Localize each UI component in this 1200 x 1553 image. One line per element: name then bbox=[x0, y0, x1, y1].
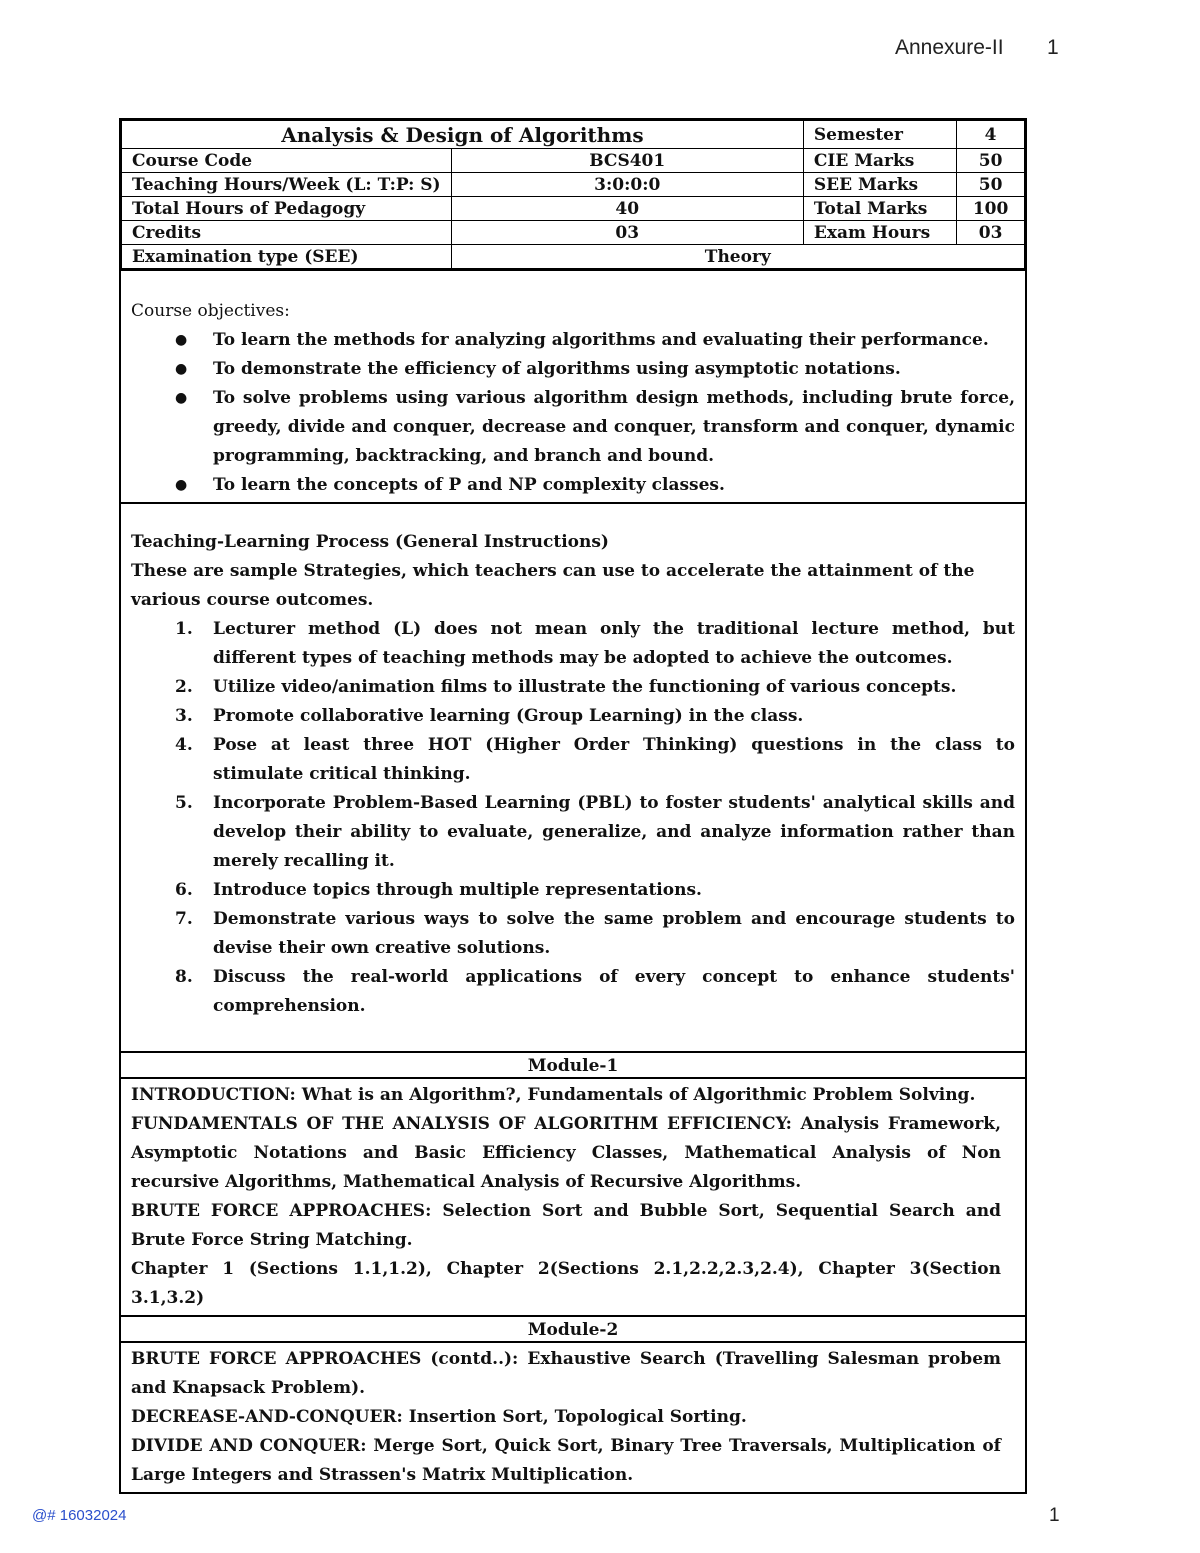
topic-heading: BRUTE FORCE APPROACHES: bbox=[131, 1201, 432, 1221]
list-item: ● To demonstrate the efficiency of algorithms using asymptotic notations. bbox=[175, 355, 1015, 384]
topic-heading: INTRODUCTION: bbox=[131, 1085, 296, 1105]
chapter-reference: Chapter 1 (Sections 1.1,1.2), Chapter 2(Sections 2.1,2.2,2.3,2.4), Chapter 3(Section 3.1,3.2) bbox=[131, 1259, 1001, 1308]
step-text: Demonstrate various ways to solve the same problem and encourage students to devise their own creative solutions. bbox=[213, 909, 1015, 958]
row-right-label: SEE Marks bbox=[803, 173, 956, 197]
objectives-list bbox=[175, 326, 1015, 500]
row-value: 40 bbox=[451, 197, 803, 221]
row-right-value: 100 bbox=[957, 197, 1025, 221]
teaching-learning-process bbox=[121, 502, 1025, 1051]
step-number: 6. bbox=[175, 880, 193, 900]
step-text: Pose at least three HOT (Higher Order Thinking) questions in the class to stimulate critical thinking. bbox=[213, 735, 1015, 784]
table-row bbox=[122, 149, 1025, 173]
step-number: 5. bbox=[175, 793, 193, 813]
row-value: BCS401 bbox=[451, 149, 803, 173]
list-item bbox=[175, 702, 1015, 731]
module-paragraph bbox=[131, 1081, 1001, 1110]
module-2-content bbox=[121, 1341, 1025, 1492]
topic-text: Exhaustive Search (Travelling Salesman probem and Knapsack Problem). bbox=[131, 1349, 1001, 1398]
table-row bbox=[122, 121, 1025, 149]
topic-text: What is an Algorithm?, Fundamentals of Algorithmic Problem Solving. bbox=[295, 1085, 976, 1105]
row-label: Credits bbox=[122, 221, 452, 245]
table-row bbox=[122, 221, 1025, 245]
row-label: Total Hours of Pedagogy bbox=[122, 197, 452, 221]
tlp-heading: Teaching-Learning Process (General Instructions) bbox=[131, 532, 609, 552]
list-item: ● To learn the methods for analyzing algorithms and evaluating their performance. bbox=[175, 326, 1015, 355]
step-text: Lecturer method (L) does not mean only the traditional lecture method, but different types of teaching methods may be adopted to achieve the outcomes. bbox=[213, 619, 1015, 668]
list-item bbox=[175, 731, 1015, 789]
module-paragraph bbox=[131, 1403, 1001, 1432]
list-item: ● To learn the concepts of P and NP complexity classes. bbox=[175, 471, 1015, 500]
row-value: 03 bbox=[451, 221, 803, 245]
table-row bbox=[122, 197, 1025, 221]
module-paragraph bbox=[131, 1345, 1001, 1403]
footer-page-number: 1 bbox=[1049, 1505, 1060, 1526]
step-text: Promote collaborative learning (Group Learning) in the class. bbox=[213, 706, 804, 726]
list-item bbox=[175, 789, 1015, 876]
module-paragraph bbox=[131, 1197, 1001, 1255]
table-row bbox=[122, 245, 1025, 269]
step-number: 4. bbox=[175, 735, 193, 755]
list-item: ● To solve problems using various algorithm design methods, including brute force, greedy, divide and conquer, decrease and conquer, transform and conquer, dynamic programming, backtracking, and branch and bound. bbox=[175, 384, 1015, 471]
page-header bbox=[0, 36, 1200, 66]
tlp-list bbox=[175, 615, 1015, 1021]
course-title: Analysis & Design of Algorithms bbox=[122, 121, 804, 149]
topic-text: Insertion Sort, Topological Sorting. bbox=[402, 1407, 747, 1427]
list-item bbox=[175, 905, 1015, 963]
step-text: Discuss the real-world applications of every concept to enhance students' comprehension. bbox=[213, 967, 1015, 1016]
step-number: 7. bbox=[175, 909, 193, 929]
list-item bbox=[175, 963, 1015, 1021]
row-right-value: 03 bbox=[957, 221, 1025, 245]
header-page-number: 1 bbox=[1047, 36, 1059, 59]
step-number: 2. bbox=[175, 677, 193, 697]
row-value: 3:0:0:0 bbox=[451, 173, 803, 197]
step-number: 8. bbox=[175, 967, 193, 987]
module-1-content bbox=[121, 1077, 1025, 1315]
row-right-label: Total Marks bbox=[803, 197, 956, 221]
topic-heading: FUNDAMENTALS OF THE ANALYSIS OF ALGORITHM EFFICIENCY: bbox=[131, 1114, 792, 1134]
list-item bbox=[175, 615, 1015, 673]
table-row bbox=[122, 173, 1025, 197]
topic-heading: DECREASE-AND-CONQUER: bbox=[131, 1407, 403, 1427]
step-text: Utilize video/animation films to illustrate the functioning of various concepts. bbox=[213, 677, 957, 697]
module-1-title: Module-1 bbox=[121, 1051, 1025, 1077]
tlp-intro: These are sample Strategies, which teachers can use to accelerate the attainment of the various course outcomes. bbox=[131, 561, 975, 610]
semester-value: 4 bbox=[957, 121, 1025, 149]
module-paragraph bbox=[131, 1110, 1001, 1197]
topic-heading: DIVIDE AND CONQUER: bbox=[131, 1436, 367, 1456]
course-info-table bbox=[121, 120, 1025, 269]
module-2-title: Module-2 bbox=[121, 1315, 1025, 1341]
topic-text: Merge Sort, Quick Sort, Binary Tree Traversals, Multiplication of Large Integers and Strassen's Matrix Multiplication. bbox=[131, 1436, 1001, 1485]
exam-type-label: Examination type (SEE) bbox=[122, 245, 452, 269]
row-right-value: 50 bbox=[957, 173, 1025, 197]
list-item bbox=[175, 673, 1015, 702]
topic-text: Analysis Framework, Asymptotic Notations and Basic Efficiency Classes, Mathematical Analysis of Non recursive Algorithms, Mathematical Analysis of Recursive Algorithms. bbox=[131, 1114, 1001, 1192]
syllabus-document bbox=[119, 118, 1027, 1494]
list-item bbox=[175, 876, 1015, 905]
step-text: Introduce topics through multiple representations. bbox=[213, 880, 702, 900]
row-right-label: Exam Hours bbox=[803, 221, 956, 245]
exam-type-value: Theory bbox=[451, 245, 1024, 269]
topic-heading: BRUTE FORCE APPROACHES (contd..): bbox=[131, 1349, 519, 1369]
step-number: 1. bbox=[175, 619, 193, 639]
annexure-label: Annexure-II bbox=[895, 36, 1004, 59]
module-paragraph bbox=[131, 1432, 1001, 1490]
footer-code: @# 16032024 bbox=[32, 1507, 127, 1524]
course-objectives bbox=[121, 269, 1025, 502]
objectives-heading: Course objectives: bbox=[131, 301, 290, 321]
step-number: 3. bbox=[175, 706, 193, 726]
row-right-label: CIE Marks bbox=[803, 149, 956, 173]
module-paragraph bbox=[131, 1255, 1001, 1313]
row-label: Course Code bbox=[122, 149, 452, 173]
step-text: Incorporate Problem-Based Learning (PBL) to foster students' analytical skills and develop their ability to evaluate, generalize, and analyze information rather than merely recalling it. bbox=[213, 793, 1015, 871]
topic-text: Selection Sort and Bubble Sort, Sequential Search and Brute Force String Matching. bbox=[131, 1201, 1002, 1250]
row-right-value: 50 bbox=[957, 149, 1025, 173]
semester-label: Semester bbox=[803, 121, 956, 149]
row-label: Teaching Hours/Week (L: T:P: S) bbox=[122, 173, 452, 197]
